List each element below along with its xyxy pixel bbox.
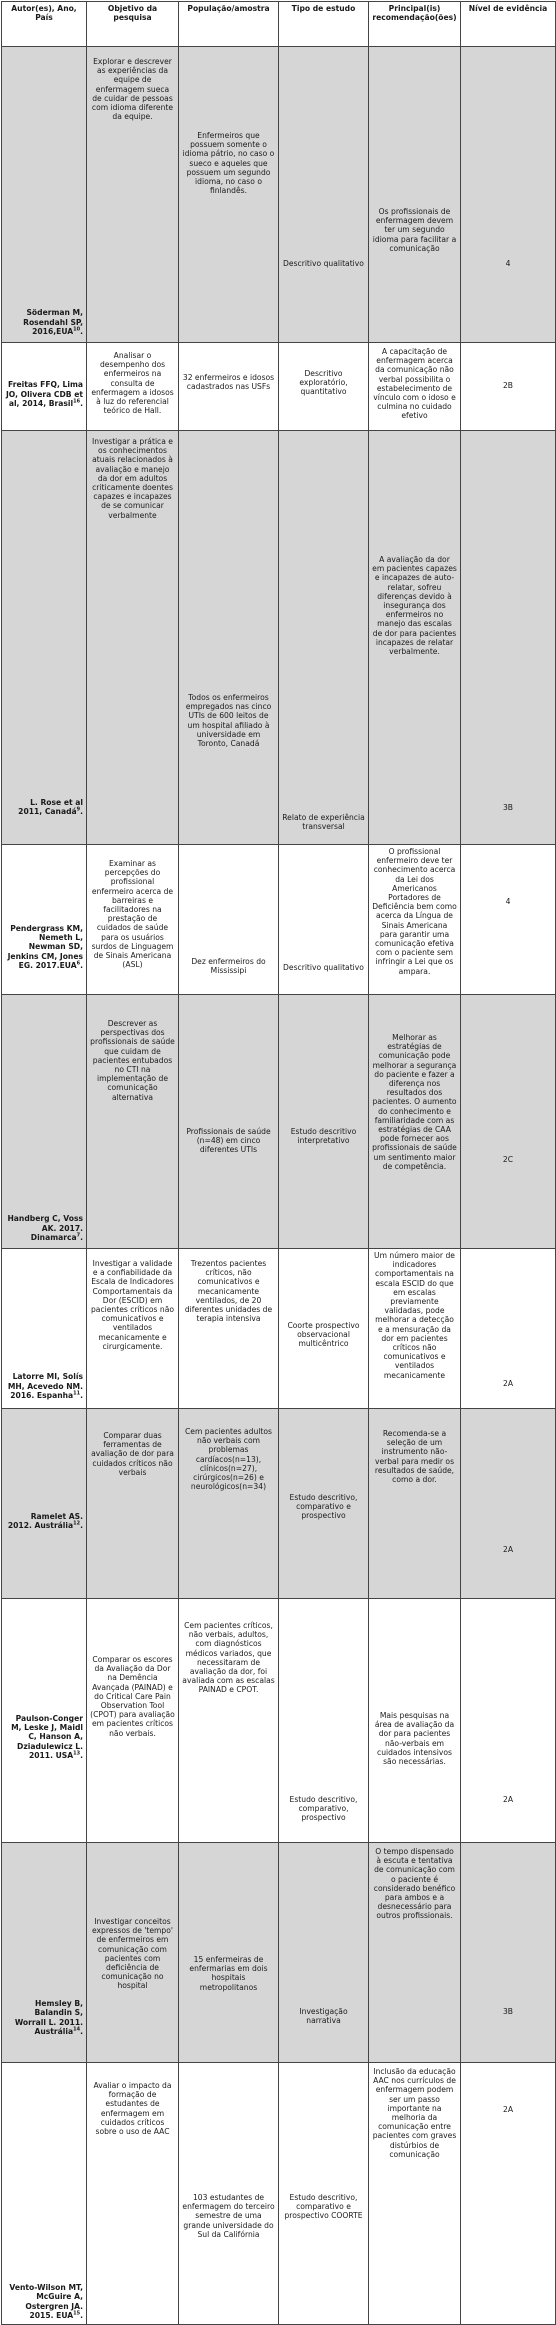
evidence-level: 2A <box>502 1795 514 1804</box>
evidence-level: 2C <box>502 1155 514 1164</box>
study-type-cell <box>279 1249 369 1409</box>
population-text: Profissionais de saúde (n=48) em cinco diferentes UTIs <box>186 1127 271 1155</box>
population-cell <box>179 845 279 995</box>
recommendation-text: A avaliação da dor em pacientes capazes e incapazes de auto-relatar, sofreu diferenças devido à insegurança dos enfermeiros no manejo das escalas de dor para pacientes incapazes de relatar verbalmente. <box>372 555 457 657</box>
objective-text: Investigar conceitos expressos de 'tempo' de enfermeiros em comunicação com pacientes com deficiência de comunicação no hospital <box>91 1917 173 1991</box>
recommendation-text: O profissional enfermeiro deve ter conhecimento acerca da Lei dos Americanos Portadores de Deficiência bem como acerca da Língua de Sinais Americana para garantir uma comunicação efetiva com o paciente sem infringir a Lei que os ampara. <box>372 847 457 976</box>
header-authors: Autor(es), Ano, País <box>2 2 87 47</box>
population-text: 32 enfermeiros e idosos cadastrados nas USFs <box>182 373 275 392</box>
evidence-table <box>1 1 556 2325</box>
author-cell: Hemsley B, Balandin S, Worrall L. 2011. Austrália$^{14}$. <box>2 1843 87 2063</box>
population-cell <box>179 1843 279 2063</box>
table-row <box>2 343 556 431</box>
reference-number: 16 <box>73 398 81 405</box>
table-header-row <box>2 2 556 47</box>
study-type-text: Estudo descritivo, comparativo, prospectivo <box>289 1795 358 1823</box>
table-row <box>2 431 556 845</box>
recommendation-text: Os profissionais de enfermagem devem ter um segundo idioma para facilitar a comunicação <box>372 207 457 253</box>
population-cell <box>179 995 279 1249</box>
population-text: Cem pacientes críticos, não verbais, adultos, com diagnósticos médicos variados, que necessitaram de avaliação da dor, foi avaliada com as escalas PAINAD e CPOT. <box>182 1621 275 1695</box>
table-row <box>2 845 556 995</box>
evidence-cell <box>461 1249 556 1409</box>
recommendation-cell <box>369 1249 461 1409</box>
objective-cell <box>87 1599 179 1843</box>
author-cell: Handberg C, Voss AK. 2017. Dinamarca$^7$. <box>2 995 87 1249</box>
objective-cell <box>87 995 179 1249</box>
author-cell: Ramelet AS. 2012. Austrália$^{12}$. <box>2 1409 87 1599</box>
recommendation-cell <box>369 2063 461 2325</box>
study-type-cell <box>279 2063 369 2325</box>
objective-text: Descrever as perspectivas dos profissionais de saúde que cuidam de pacientes entubados no CTI na implementação de comunicação alternativa <box>90 1019 175 1102</box>
study-type-text: Descritivo qualitativo <box>283 963 364 972</box>
author-cell: Paulson-Conger M, Leske J, Maidl C, Hanson A, Dziadulewicz L. 2011. USA$^{13}$. <box>2 1599 87 1843</box>
table-row <box>2 1249 556 1409</box>
author-text: Latorre MI, Solís MH, Acevedo NM. 2016. Espanha <box>7 1372 83 1400</box>
study-type-cell <box>279 995 369 1249</box>
reference-number: 14 <box>73 2026 81 2033</box>
objective-cell <box>87 845 179 995</box>
author-cell: Pendergrass KM, Nemeth L, Newman SD, Jenkins CM, Jones EG. 2017.EUA$^6$. <box>2 845 87 995</box>
population-cell <box>179 1599 279 1843</box>
reference-number: 10 <box>73 326 81 333</box>
author-text: Söderman M, Rosendahl SP, 2016,EUA <box>23 308 83 336</box>
study-type-text: Estudo descritivo, comparativo e prospectivo <box>289 1493 358 1521</box>
recommendation-cell <box>369 845 461 995</box>
population-cell <box>179 47 279 343</box>
table-row <box>2 1409 556 1599</box>
evidence-cell <box>461 47 556 343</box>
table-row <box>2 2063 556 2325</box>
recommendation-cell <box>369 1599 461 1843</box>
reference-number: 15 <box>73 2310 81 2317</box>
author-text: Freitas FFQ, Lima JO, Olivera CDB et al, 2014, Brasil <box>5 380 83 408</box>
objective-text: Examinar as percepções do profissional enfermeiro acerca de barreiras e facilitadores na prestação de cuidados de saúde para os usuários surdos de Linguagem de Sinais Americana (ASL) <box>91 859 174 970</box>
population-cell <box>179 1409 279 1599</box>
author-cell: L. Rose et al 2011, Canadá$^9$. <box>2 431 87 845</box>
header-recommendation: Principal(is) recomendação(ões) <box>369 2 461 47</box>
evidence-cell <box>461 431 556 845</box>
author-text: L. Rose et al 2011, Canadá <box>18 797 83 816</box>
recommendation-text: Melhorar as estratégias de comunicação pode melhorar a segurança do paciente e fazer a diferença nos resultados dos pacientes. O aumento do conhecimento e familiaridade com as estratégias de CAA pode fornecer aos profissionais de saúde um sentimento maior de competência. <box>372 1033 457 1171</box>
study-type-cell <box>279 1843 369 2063</box>
objective-text: Comparar os escores da Avaliação da Dor na Demência Avançada (PAINAD) e do Critical Care Pain Observation Tool (CPOT) para avaliação em pacientes críticos não verbais. <box>90 1655 175 1738</box>
reference-number: 9 <box>76 806 81 813</box>
recommendation-cell <box>369 343 461 431</box>
study-type-cell <box>279 1409 369 1599</box>
author-cell: Freitas FFQ, Lima JO, Olivera CDB et al, 2014, Brasil$^{16}$. <box>2 343 87 431</box>
population-text: 103 estudantes de enfermagem do terceiro semestre de uma grande universidade do Sul da Califórnia <box>182 2193 275 2239</box>
evidence-cell <box>461 343 556 431</box>
population-text: Enfermeiros que possuem somente o idioma pátrio, no caso o sueco e aqueles que possuem um segundo idioma, no caso o finlandês. <box>182 131 275 196</box>
evidence-cell <box>461 1843 556 2063</box>
population-cell <box>179 343 279 431</box>
reference-number: 12 <box>73 1520 81 1527</box>
evidence-level: 2A <box>502 2105 514 2114</box>
table-row <box>2 1843 556 2063</box>
objective-cell <box>87 47 179 343</box>
evidence-cell <box>461 1409 556 1599</box>
study-type-text: Estudo descritivo, comparativo e prospectivo COORTE <box>284 2193 363 2221</box>
study-type-text: Descritivo qualitativo <box>283 259 364 268</box>
objective-text: Avaliar o impacto da formação de estudantes de enfermagem em cuidados críticos sobre o uso de AAC <box>93 2081 172 2137</box>
evidence-level: 2A <box>502 1545 514 1554</box>
population-text: 15 enfermeiras de enfermarias em dois hospitais metropolitanos <box>189 1955 268 1992</box>
evidence-cell <box>461 1599 556 1843</box>
evidence-level: 2A <box>502 1379 514 1388</box>
header-population: População/amostra <box>179 2 279 47</box>
objective-text: Investigar a validade e a confiabilidade da Escala de Indicadores Comportamentais da Dor (ESCID) em pacientes críticos não comunicativos e ventilados mecanicamente e cirurgicamente. <box>90 1259 175 1351</box>
header-study-type: Tipo de estudo <box>279 2 369 47</box>
header-evidence: Nível de evidência <box>461 2 556 47</box>
reference-number: 13 <box>73 1750 81 1757</box>
header-objective: Objetivo da pesquisa <box>87 2 179 47</box>
objective-cell <box>87 1843 179 2063</box>
study-type-text: Descritivo exploratório, quantitativo <box>299 369 348 397</box>
recommendation-text: Inclusão da educação AAC nos currículos de enfermagem podem ser um passo importante na melhoria da comunicação entre pacientes com graves distúrbios de comunicação <box>372 2067 457 2159</box>
study-type-cell <box>279 47 369 343</box>
objective-cell <box>87 1409 179 1599</box>
study-type-cell <box>279 343 369 431</box>
evidence-cell <box>461 2063 556 2325</box>
study-type-text: Estudo descritivo interpretativo <box>290 1127 357 1146</box>
author-text: Ramelet AS. 2012. Austrália <box>7 1511 83 1530</box>
recommendation-text: Um número maior de indicadores comportamentais na escala ESCID do que em escalas previamente validadas, pode melhorar a detecção e a mensuração da dor em pacientes críticos não comunicativos e ventilados mecanicamente <box>374 1251 455 1380</box>
author-text: Hemsley B, Balandin S, Worrall L. 2011. Austrália <box>14 1999 83 2036</box>
objective-cell <box>87 431 179 845</box>
author-cell: Söderman M, Rosendahl SP, 2016,EUA$^{10}$. <box>2 47 87 343</box>
objective-cell <box>87 343 179 431</box>
table-row <box>2 995 556 1249</box>
population-cell <box>179 431 279 845</box>
author-cell: Latorre MI, Solís MH, Acevedo NM. 2016. Espanha$^{11}$. <box>2 1249 87 1409</box>
evidence-level: 3B <box>502 803 514 812</box>
objective-text: Analisar o desempenho dos enfermeiros na consulta de enfermagem a idosos à luz do referencial teórico de Hall. <box>91 351 174 416</box>
evidence-level: 2B <box>502 381 514 390</box>
recommendation-text: A capacitação de enfermagem acerca da comunicação não verbal possibilita o estabelecimento de vínculo com o idoso e culmina no cuidado efetivo <box>373 347 456 421</box>
author-text: Pendergrass KM, Nemeth L, Newman SD, Jenkins CM, Jones EG. 2017.EUA <box>7 923 83 970</box>
population-text: Trezentos pacientes críticos, não comunicativos e mecanicamente ventilados, de 20 diferentes unidades de terapia intensiva <box>184 1259 273 1324</box>
author-text: Vento-Wilson MT, McGuire A, Ostergren JA. 2015. EUA <box>9 2283 83 2320</box>
recommendation-cell <box>369 1843 461 2063</box>
table-row <box>2 47 556 343</box>
objective-text: Explorar e descrever as experiências da equipe de enfermagem sueca de cuidar de pessoas com idioma diferente da equipe. <box>91 57 174 122</box>
study-type-cell <box>279 845 369 995</box>
evidence-level: 3B <box>502 2007 514 2016</box>
recommendation-cell <box>369 995 461 1249</box>
population-text: Cem pacientes adultos não verbais com problemas cardíacos(n=13), clínicos(n=27), cirúrgicos(n=26) e neurológicos(n=34) <box>184 1427 273 1492</box>
objective-text: Comparar duas ferramentas de avaliação de dor para cuidados críticos não verbais <box>91 1431 174 1477</box>
recommendation-text: Recomenda-se a seleção de um instrumento não-verbal para medir os resultados de saúde, como a dor. <box>374 1429 455 1485</box>
study-type-cell <box>279 431 369 845</box>
objective-cell <box>87 1249 179 1409</box>
population-cell <box>179 2063 279 2325</box>
objective-text: Investigar a prática e os conhecimentos atuais relacionados à avaliação e manejo da dor em adultos criticamente doentes capazes e incapazes de se comunicar verbalmente <box>92 437 173 520</box>
recommendation-cell <box>369 1409 461 1599</box>
author-cell: Vento-Wilson MT, McGuire A, Ostergren JA. 2015. EUA$^{15}$. <box>2 2063 87 2325</box>
evidence-cell <box>461 995 556 1249</box>
population-text: Dez enfermeiros do Mississipi <box>191 957 266 976</box>
author-text: Paulson-Conger M, Leske J, Maidl C, Hanson A, Dziadulewicz L. 2011. USA <box>11 1713 83 1760</box>
table-row <box>2 1599 556 1843</box>
objective-cell <box>87 2063 179 2325</box>
reference-number: 6 <box>76 960 81 967</box>
evidence-level: 4 <box>505 897 511 906</box>
recommendation-cell <box>369 431 461 845</box>
recommendation-text: Mais pesquisas na área de avaliação da dor para pacientes não-verbais em cuidados intensivos são necessárias. <box>374 1711 455 1767</box>
population-cell <box>179 1249 279 1409</box>
recommendation-cell <box>369 47 461 343</box>
reference-number: 7 <box>76 1232 81 1239</box>
reference-number: 11 <box>73 1390 81 1397</box>
study-type-text: Investigação narrativa <box>299 2007 348 2026</box>
evidence-cell <box>461 845 556 995</box>
study-type-cell <box>279 1599 369 1843</box>
recommendation-text: O tempo dispensado à escuta e tentativa de comunicação com o paciente é considerado benéfico para ambos e a desnecessário para outros profissionais. <box>373 1847 456 1921</box>
population-text: Todos os enfermeiros empregados nas cinco UTIs de 600 leitos de um hospital afiliado à universidade em Toronto, Canadá <box>185 693 272 749</box>
author-text: Handberg C, Voss AK. 2017. Dinamarca <box>7 1214 83 1242</box>
study-type-text: Coorte prospectivo observacional multicêntrico <box>287 1321 360 1349</box>
evidence-level: 4 <box>505 259 511 268</box>
study-type-text: Relato de experiência transversal <box>282 813 365 832</box>
